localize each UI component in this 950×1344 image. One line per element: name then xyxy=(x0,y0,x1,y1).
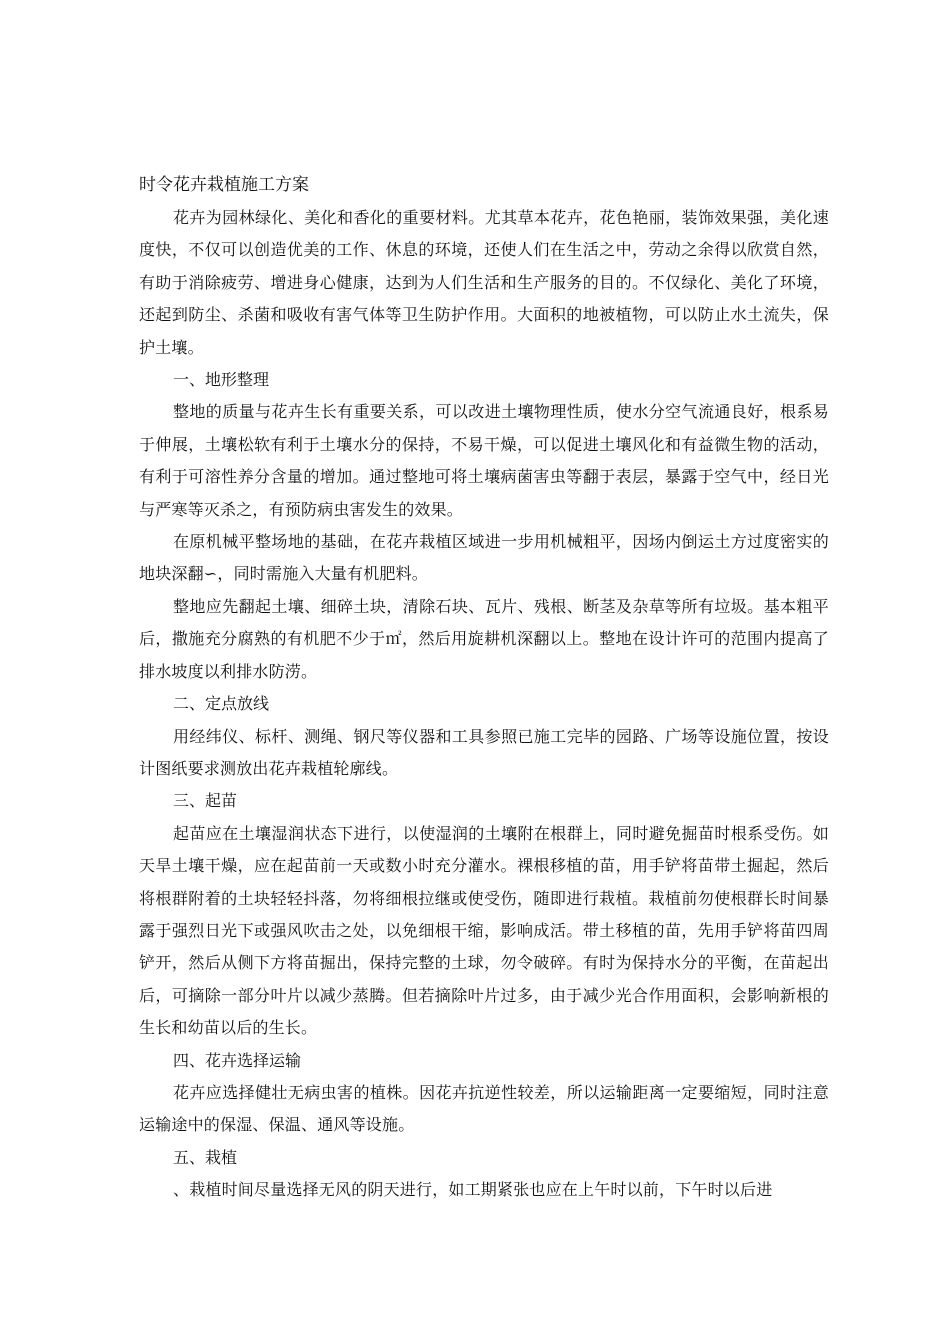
document-page xyxy=(139,170,829,1207)
section-heading-transport: 四、花卉选择运输 xyxy=(173,1050,302,1070)
section-heading-lifting: 三、起苗 xyxy=(173,791,238,811)
section-heading-planting: 五、栽植 xyxy=(173,1147,238,1167)
terrain-paragraph-3: 整地应先翻起土壤、细碎土块，清除石块、瓦片、残根、断茎及杂草等所有垃圾。基本粗平后，撒施充分腐熟的有机肥不少于㎡，然后用旋耕机深翻以上。整地在设计许可的范围内提高了排水坡度以利排水防涝。 xyxy=(139,596,829,681)
terrain-paragraph-1: 整地的质量与花卉生长有重要关系，可以改进土壤物理性质，使水分空气流通良好，根系易于伸展，土壤松软有利于土壤水分的保持，不易干燥，可以促进土壤风化和有益微生物的活动，有利于可溶性养分含量的增加。通过整地可将土壤病菌害虫等翻于表层，暴露于空气中，经日光与严寒等灭杀之，有预防病虫害发生的效果。 xyxy=(139,402,829,519)
planting-paragraph-1: 、栽植时间尽量选择无风的阴天进行，如工期紧张也应在上午时以前，下午时以后进 xyxy=(173,1180,773,1200)
lifting-paragraph-1: 起苗应在土壤湿润状态下进行，以使湿润的土壤附在根群上，同时避免掘苗时根系受伤。如天旱土壤干燥，应在起苗前一天或数小时充分灌水。裸根移植的苗，用手铲将苗带土掘起，然后将根群附着的土块轻轻抖落，勿将细根拉继或使受伤，随即进行栽植。栽植前勿使根群长时间暴露于强烈日光下或强风吹击之处，以免细根干缩，影响成活。带土移植的苗，先用手铲将苗四周铲开，然后从侧下方将苗掘出，保持完整的土球，勿令破碎。有时为保持水分的平衡，在苗起出后，可摘除一部分叶片以减少蒸腾。但若摘除叶片过多，由于减少光合作用面积，会影响新根的生长和幼苗以后的生长。 xyxy=(139,823,829,1038)
section-heading-layout: 二、定点放线 xyxy=(173,694,270,714)
section-heading-terrain: 一、地形整理 xyxy=(173,370,270,390)
terrain-paragraph-2: 在原机械平整场地的基础，在花卉栽植区域进一步用机械粗平，因场内倒运土方过度密实的地块深翻∽，同时需施入大量有机肥料。 xyxy=(139,532,829,584)
intro-paragraph: 花卉为园林绿化、美化和香化的重要材料。尤其草本花卉，花色艳丽，装饰效果强，美化速度快，不仅可以创造优美的工作、休息的环境，还使人们在生活之中，劳动之余得以欣赏自然，有助于消除疲劳、增进身心健康，达到为人们生活和生产服务的目的。不仅绿化、美化了环境，还起到防尘、杀菌和吸收有害气体等卫生防护作用。大面积的地被植物，可以防止水土流失，保护土壤。 xyxy=(139,208,829,357)
document-title: 时令花卉栽植施工方案 xyxy=(139,175,309,195)
layout-paragraph-1: 用经纬仪、标杆、测绳、钢尺等仪器和工具参照已施工完毕的园路、广场等设施位置，按设计图纸要求测放出花卉栽植轮廓线。 xyxy=(139,726,829,778)
transport-paragraph-1: 花卉应选择健壮无病虫害的植株。因花卉抗逆性较差，所以运输距离一定要缩短，同时注意运输途中的保湿、保温、通风等设施。 xyxy=(139,1082,829,1135)
